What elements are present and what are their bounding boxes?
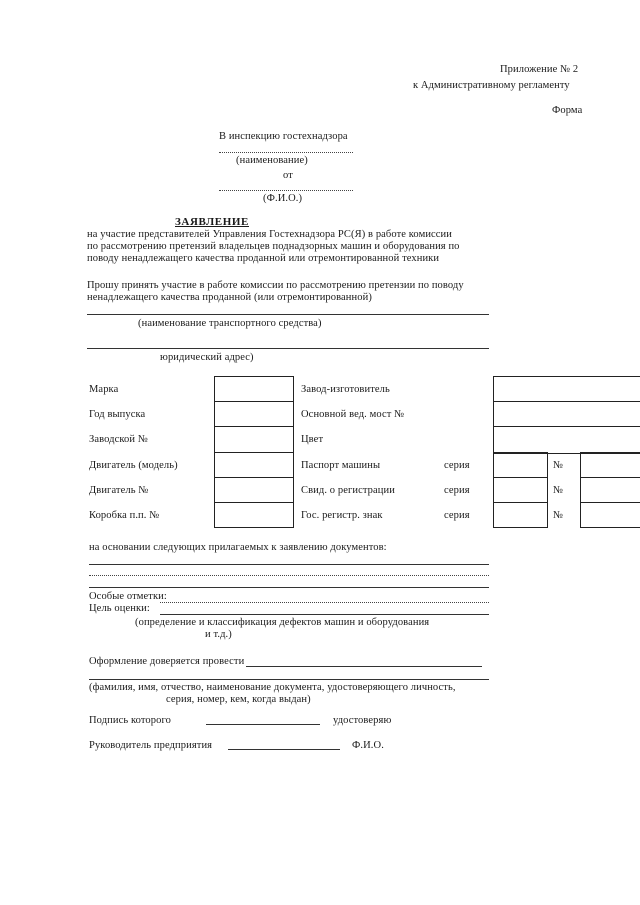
goal-field[interactable] xyxy=(160,614,489,615)
legal-address-hint: юридический адрес) xyxy=(160,352,254,363)
legal-address-field[interactable] xyxy=(87,348,489,349)
regulation-label: к Административному регламенту xyxy=(413,80,570,91)
row-divider xyxy=(214,401,294,402)
engine-number-label: Двигатель № xyxy=(89,485,149,496)
head-signature-field[interactable] xyxy=(228,749,340,750)
special-notes-field[interactable] xyxy=(160,602,489,603)
signature-field[interactable] xyxy=(206,724,320,725)
goal-hint-2: и т.д.) xyxy=(205,629,232,640)
number-input-column xyxy=(580,452,640,528)
special-notes-label: Особые отметки: xyxy=(89,591,167,602)
brand-label: Марка xyxy=(89,384,119,395)
row-divider xyxy=(493,477,548,478)
documents-field-1[interactable] xyxy=(89,564,489,565)
row-divider xyxy=(580,477,640,478)
passport-series-label: серия xyxy=(444,460,470,471)
trust-hint-2: серия, номер, кем, когда выдан) xyxy=(166,694,311,705)
certificate-number-label: № xyxy=(553,485,564,496)
title-line-3: поводу ненадлежащего качества проданной или отремонтированной техники xyxy=(87,253,440,264)
documents-field-3[interactable] xyxy=(89,587,489,588)
appendix-label: Приложение № 2 xyxy=(500,64,579,75)
addressee-to: В инспекцию гостехнадзора xyxy=(219,131,348,142)
plate-number-label: № xyxy=(553,510,564,521)
registration-certificate-label: Свид. о регистрации xyxy=(301,485,395,496)
factory-number-label: Заводской № xyxy=(89,434,148,445)
form-label: Форма xyxy=(552,105,583,116)
drive-axle-label: Основной вед. мост № xyxy=(301,409,405,420)
plate-series-label: серия xyxy=(444,510,470,521)
trusted-person-field-2[interactable] xyxy=(89,679,489,680)
trusted-person-field[interactable] xyxy=(246,666,482,667)
documents-field-2[interactable] xyxy=(89,575,489,576)
document-title: ЗАЯВЛЕНИЕ xyxy=(175,216,249,228)
row-divider xyxy=(214,477,294,478)
passport-number-label: № xyxy=(553,460,564,471)
row-divider xyxy=(214,502,294,503)
request-line-2: ненадлежащего качества проданной (или отремонтированной) xyxy=(87,292,372,303)
trust-label: Оформление доверяется провести xyxy=(89,656,245,667)
signature-label: Подпись которого xyxy=(89,715,171,726)
vehicle-name-hint: (наименование транспортного средства) xyxy=(138,318,322,329)
series-input-column xyxy=(493,452,548,528)
registration-plate-label: Гос. регистр. знак xyxy=(301,510,383,521)
name-hint: (наименование) xyxy=(236,155,308,166)
gearbox-number-label: Коробка п.п. № xyxy=(89,510,160,521)
documents-basis-label: на основании следующих прилагаемых к заявлению документов: xyxy=(89,542,387,553)
inspection-name-field[interactable] xyxy=(219,152,353,153)
passport-label: Паспорт машины xyxy=(301,460,381,471)
fio-hint: (Ф.И.О.) xyxy=(263,193,303,204)
head-fio-label: Ф.И.О. xyxy=(352,740,384,751)
engine-model-label: Двигатель (модель) xyxy=(89,460,178,471)
year-label: Год выпуска xyxy=(89,409,146,420)
certify-label: удостоверяю xyxy=(333,715,392,726)
title-line-1: на участие представителей Управления Гостехнадзора РС(Я) в работе комиссии xyxy=(87,229,452,240)
row-divider xyxy=(493,401,640,402)
manufacturer-label: Завод-изготовитель xyxy=(301,384,390,395)
row-divider xyxy=(493,426,640,427)
title-line-2: по рассмотрению претензий владельцев поднадзорных машин и оборудования по xyxy=(87,241,460,252)
color-label: Цвет xyxy=(301,434,324,445)
row-divider xyxy=(214,452,294,453)
request-line-1: Прошу принять участие в работе комиссии по рассмотрению претензии по поводу xyxy=(87,280,464,291)
row-divider xyxy=(580,502,640,503)
certificate-series-label: серия xyxy=(444,485,470,496)
right-input-top xyxy=(493,376,640,454)
goal-hint-1: (определение и классификация дефектов машин и оборудования xyxy=(135,617,430,628)
applicant-fio-field[interactable] xyxy=(219,190,353,191)
head-label: Руководитель предприятия xyxy=(89,740,213,751)
row-divider xyxy=(493,502,548,503)
vehicle-name-field[interactable] xyxy=(87,314,489,315)
goal-label: Цель оценки: xyxy=(89,603,150,614)
trust-hint-1: (фамилия, имя, отчество, наименование документа, удостоверяющего личность, xyxy=(89,682,456,693)
row-divider xyxy=(214,426,294,427)
from-label: от xyxy=(283,170,293,181)
